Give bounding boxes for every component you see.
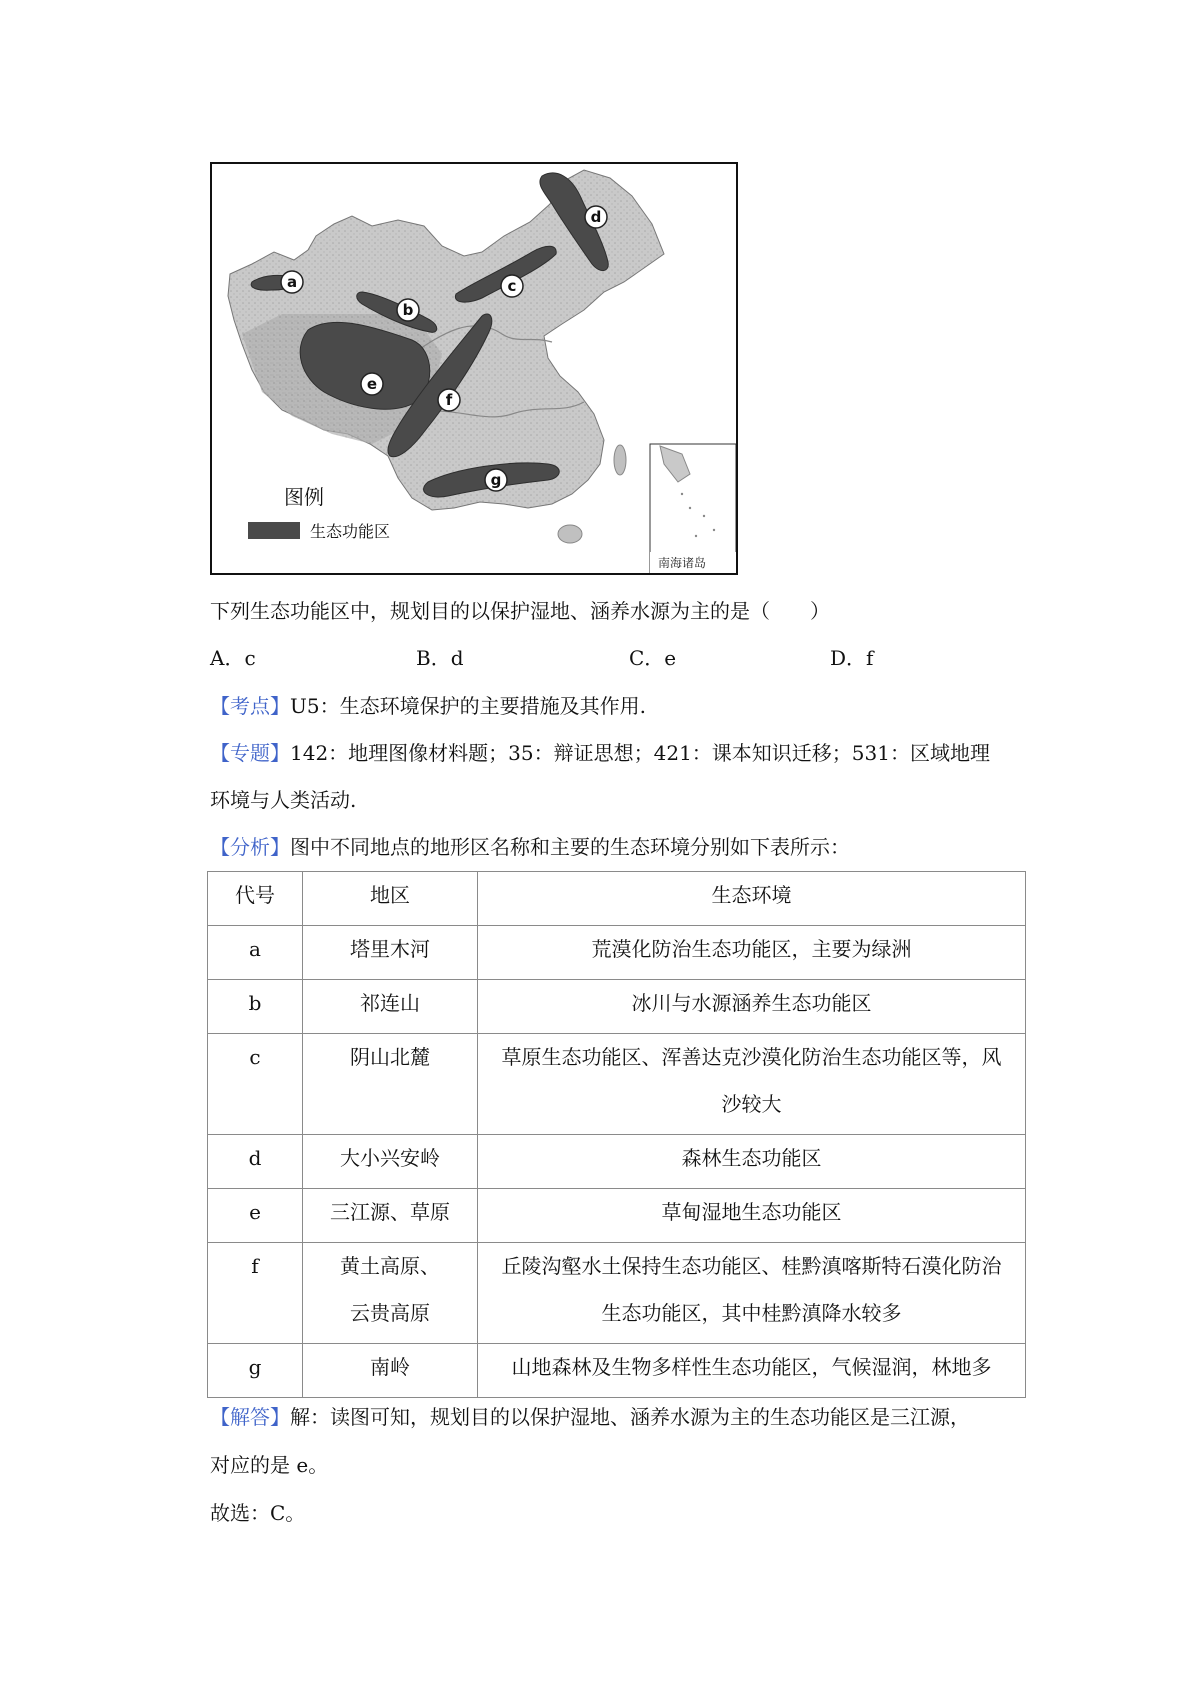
row-env-line2: 沙较大 xyxy=(721,1092,782,1116)
zone-a-marker xyxy=(281,271,303,293)
row-region xyxy=(303,1243,478,1344)
row-env: 山地森林及生物多样性生态功能区，气候湿润，林地多 xyxy=(478,1344,1026,1398)
row-env-line1: 丘陵沟壑水土保持生态功能区、桂黔滇喀斯特石漠化防治 xyxy=(501,1254,1002,1278)
row-code: e xyxy=(208,1189,303,1243)
zhuanti-line1 xyxy=(210,741,990,765)
zone-g-marker xyxy=(485,469,507,491)
row-env-line1: 草原生态功能区、浑善达克沙漠化防治生态功能区等，风 xyxy=(501,1045,1002,1069)
zone-c-label: c xyxy=(507,277,517,295)
row-env-line2: 生态功能区，其中桂黔滇降水较多 xyxy=(601,1301,902,1325)
zone-b-label: b xyxy=(402,301,414,319)
zone-b-marker xyxy=(397,299,419,321)
zone-f-marker xyxy=(438,389,460,411)
zone-a-label: a xyxy=(286,273,298,291)
zone-d-label: d xyxy=(590,208,602,226)
analysis-table xyxy=(207,871,1026,1398)
jieda-text-1: 解：读图可知，规划目的以保护湿地、涵养水源为主的生态功能区是三江源， xyxy=(290,1405,970,1429)
zhuanti-text-2: 环境与人类活动. xyxy=(210,788,357,812)
row-code: b xyxy=(208,980,303,1034)
taiwan-island xyxy=(614,445,626,475)
map-svg xyxy=(212,164,736,573)
zhuanti-tag: 【专题】 xyxy=(210,741,290,765)
row-env: 草甸湿地生态功能区 xyxy=(478,1189,1026,1243)
jieda-line1 xyxy=(210,1405,970,1429)
header-region: 地区 xyxy=(303,872,478,926)
jieda-text-2: 对应的是 e。 xyxy=(210,1453,329,1477)
row-region-line1: 黄土高原、 xyxy=(340,1254,440,1278)
fenxi-tag: 【分析】 xyxy=(210,835,290,859)
legend-label: 生态功能区 xyxy=(310,522,391,541)
kaodian-tag: 【考点】 xyxy=(210,694,290,718)
zhuanti-text-1: 142：地理图像材料题；35：辩证思想；421：课本知识迁移；531：区域地理 xyxy=(290,741,990,765)
row-code: f xyxy=(208,1243,303,1344)
row-region: 阴山北麓 xyxy=(303,1034,478,1135)
row-env: 荒漠化防治生态功能区，主要为绿洲 xyxy=(478,926,1026,980)
kaodian-text: U5：生态环境保护的主要措施及其作用. xyxy=(290,694,646,718)
inset-label: 南海诸岛 xyxy=(658,556,707,570)
table-row xyxy=(208,1135,1026,1189)
zone-d-marker xyxy=(585,206,607,228)
zone-g-label: g xyxy=(490,471,502,489)
row-region: 南岭 xyxy=(303,1344,478,1398)
hainan-island xyxy=(558,525,582,543)
jieda-tag: 【解答】 xyxy=(210,1405,290,1429)
row-env: 森林生态功能区 xyxy=(478,1135,1026,1189)
legend-title: 图例 xyxy=(284,485,324,509)
row-env: 冰川与水源涵养生态功能区 xyxy=(478,980,1026,1034)
zone-e-label: e xyxy=(366,375,378,393)
row-region: 祁连山 xyxy=(303,980,478,1034)
zone-e-marker xyxy=(361,373,383,395)
row-env xyxy=(478,1243,1026,1344)
option-c: C．e xyxy=(629,646,677,670)
table-row xyxy=(208,926,1026,980)
option-a: A．c xyxy=(210,646,256,670)
header-code: 代号 xyxy=(208,872,303,926)
row-code: c xyxy=(208,1034,303,1135)
row-region: 大小兴安岭 xyxy=(303,1135,478,1189)
option-b: B．d xyxy=(416,646,464,670)
china-ecological-zone-map xyxy=(210,162,738,575)
jieda-text-3: 故选：C。 xyxy=(210,1501,306,1525)
option-d: D．f xyxy=(830,646,874,670)
row-code: a xyxy=(208,926,303,980)
table-row xyxy=(208,1344,1026,1398)
question-stem: 下列生态功能区中，规划目的以保护湿地、涵养水源为主的是（ ） xyxy=(210,599,830,623)
row-region: 塔里木河 xyxy=(303,926,478,980)
legend-swatch xyxy=(248,522,300,539)
table-row xyxy=(208,1034,1026,1135)
row-region: 三江源、草原 xyxy=(303,1189,478,1243)
fenxi-text: 图中不同地点的地形区名称和主要的生态环境分别如下表所示： xyxy=(290,835,850,859)
row-code: g xyxy=(208,1344,303,1398)
zone-f-label: f xyxy=(445,391,453,409)
header-env: 生态环境 xyxy=(478,872,1026,926)
table-row xyxy=(208,980,1026,1034)
row-code: d xyxy=(208,1135,303,1189)
row-env xyxy=(478,1034,1026,1135)
zone-c-marker xyxy=(501,275,523,297)
kaodian-line xyxy=(210,694,646,718)
table-header-row xyxy=(208,872,1026,926)
table-row xyxy=(208,1189,1026,1243)
fenxi-line xyxy=(210,835,850,859)
row-region-line2: 云贵高原 xyxy=(350,1301,430,1325)
table-row xyxy=(208,1243,1026,1344)
